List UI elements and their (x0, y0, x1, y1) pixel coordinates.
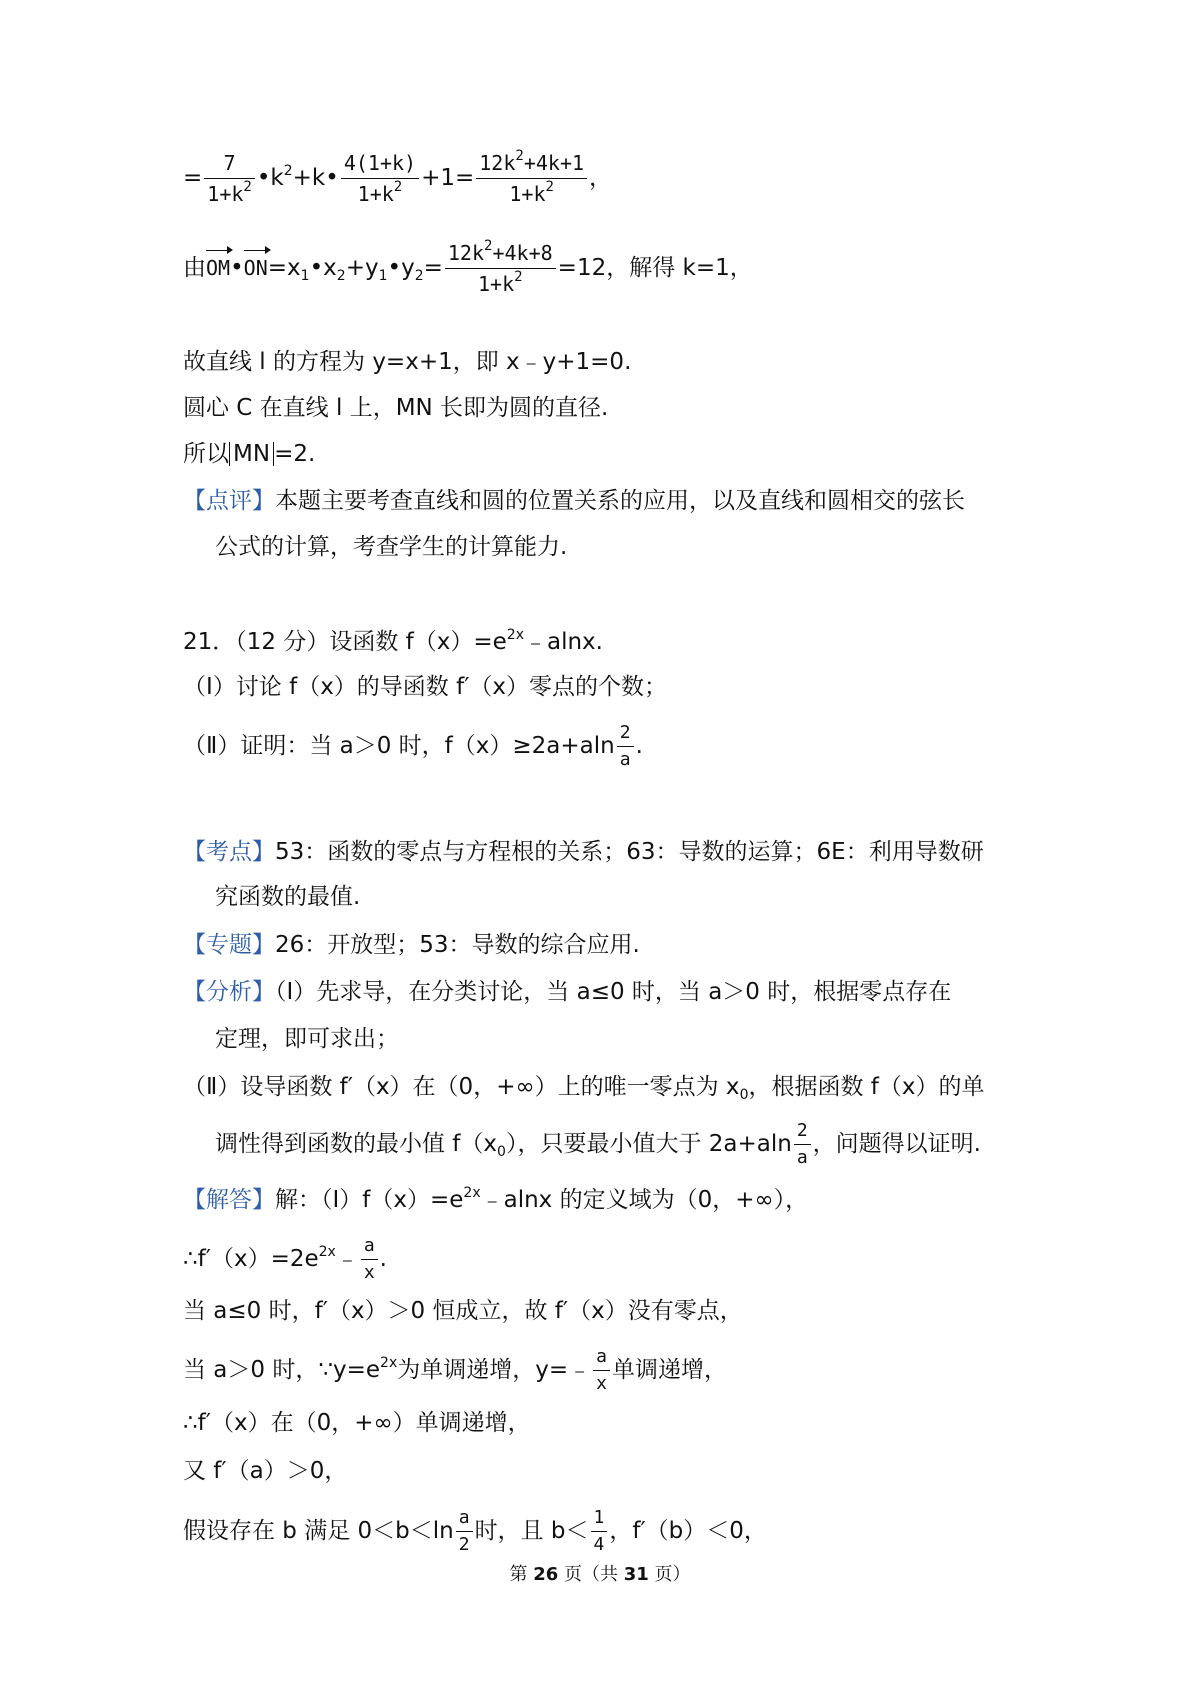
fenxi-line-1 (183, 977, 951, 1007)
equation-line-1 (183, 150, 612, 207)
text: ﹣ (335, 1246, 359, 1272)
subscript: 1 (300, 268, 310, 284)
fraction (794, 1120, 811, 1169)
fraction-numerator: 1 (593, 1507, 605, 1528)
exponent: 2 (545, 179, 554, 195)
text: ﹣alnx 的定义域为（0，+∞）， (480, 1187, 809, 1213)
fenxi-line-4 (215, 1120, 981, 1169)
fraction-denominator: a (796, 1147, 808, 1168)
text: ，根据函数 f（x）的单 (748, 1074, 985, 1100)
fraction-numerator: a (596, 1346, 607, 1367)
den-text: 1+k (357, 182, 394, 206)
eq-text: +k• (292, 165, 339, 191)
text: （Ⅱ）证明：当 a＞0 时，f（x）≥2a+aln (183, 733, 615, 759)
comment-text: 本题主要考查直线和圆的位置关系的应用，以及直线和圆相交的弦长 (275, 488, 965, 514)
equation-line-2 (183, 240, 753, 297)
vector-om: OM (206, 253, 230, 283)
question-21-part-1: （Ⅰ）讨论 f（x）的导函数 f′（x）零点的个数； (183, 674, 668, 700)
fraction-numerator: 4(1+k) (343, 151, 417, 175)
fraction-denominator: x (363, 1262, 375, 1283)
eq-text: +y (345, 255, 379, 281)
eq-text: ， (589, 165, 613, 191)
fraction (445, 240, 556, 297)
subscript: 2 (336, 268, 346, 284)
fenxi-line-2: 定理，即可求出； (215, 1026, 399, 1052)
fraction-denominator (204, 179, 255, 207)
jieda-line-7 (183, 1507, 767, 1556)
text: ，问题得以证明. (812, 1131, 981, 1157)
absolute-value: MN (229, 442, 274, 466)
text-line-mn-length (183, 439, 315, 469)
text-line-circle-center: 圆心 C 在直线 l 上，MN 长即为圆的直径. (183, 395, 609, 421)
page-total: 31 (623, 1564, 649, 1585)
text: 单调递增， (611, 1357, 727, 1383)
eq-text: = (423, 255, 443, 281)
jieda-line-3: 当 a≤0 时，f′（x）＞0 恒成立，故 f′（x）没有零点， (183, 1298, 743, 1324)
text: ），只要最小值大于 2a+aln (505, 1131, 792, 1157)
text: 时，且 b＜ (474, 1518, 589, 1544)
exponent: 2 (484, 238, 493, 254)
subscript: 0 (497, 1144, 506, 1160)
exponent: 2 (393, 179, 403, 195)
footer-text: 第 (509, 1564, 534, 1585)
text: ∴f′（x）=2e (183, 1246, 319, 1272)
fraction (204, 150, 255, 207)
text: （Ⅱ）设导函数 f′（x）在（0，+∞）上的唯一零点为 x (183, 1074, 740, 1100)
num-text: 12k (447, 241, 485, 265)
exponent: 2x (380, 1355, 398, 1371)
exponent: 2x (506, 627, 524, 643)
zhuanti-text: 26：开放型；53：导数的综合应用. (275, 932, 640, 958)
fraction-denominator: 4 (593, 1534, 605, 1555)
text: 为单调递增，y=﹣ (397, 1357, 592, 1383)
jieda-line-6: 又 f′（a）＞0， (183, 1458, 348, 1484)
footer-text: 页（共 (558, 1564, 624, 1585)
zhuanti-tag: 【专题】 (183, 932, 275, 958)
kaodian-tag: 【考点】 (183, 839, 275, 865)
fraction-denominator (475, 269, 526, 297)
subscript: 0 (739, 1087, 749, 1103)
text: 解：（Ⅰ）f（x）=e (275, 1187, 464, 1213)
jieda-line-4 (183, 1346, 727, 1395)
eq-text: =12，解得 k=1， (557, 255, 753, 281)
num-text: 12k (479, 151, 516, 175)
jieda-line-5: ∴f′（x）在（0，+∞）单调递增， (183, 1410, 531, 1436)
text: . (635, 733, 643, 759)
exponent: 2x (463, 1185, 481, 1201)
vector-on: ON (244, 253, 268, 283)
fenxi-line-3 (183, 1072, 985, 1102)
kaodian-line-1 (183, 837, 984, 867)
eq-text: • (230, 255, 244, 281)
fraction-denominator: x (596, 1373, 607, 1394)
text: 所以 (183, 441, 229, 467)
exponent: 2 (515, 148, 524, 164)
text: 当 a＞0 时，∵y=e (183, 1357, 381, 1383)
fenxi-tag: 【分析】 (183, 979, 275, 1005)
fraction (593, 1346, 610, 1395)
comment-line-2: 公式的计算，考查学生的计算能力. (215, 534, 568, 560)
fraction-denominator: a (619, 749, 631, 770)
subscript: 2 (414, 268, 424, 284)
eq-text: •k (256, 165, 284, 191)
subscript: 1 (378, 268, 388, 284)
fraction-denominator: 2 (458, 1534, 470, 1555)
text: =2. (274, 441, 316, 467)
fraction-numerator: 7 (223, 151, 236, 175)
question-21-part-2 (183, 722, 643, 771)
question-21-title (183, 627, 603, 657)
fraction-numerator: a (458, 1507, 470, 1528)
eq-text: = (183, 165, 203, 191)
fraction-denominator (506, 179, 557, 207)
fraction (617, 722, 634, 771)
fenxi-text: （Ⅰ）先求导，在分类讨论，当 a≤0 时，当 a＞0 时，根据零点存在 (275, 979, 952, 1005)
footer-text: 页） (648, 1564, 691, 1585)
exponent: 2 (514, 269, 523, 285)
comment-tag: 【点评】 (183, 488, 275, 514)
text: ，f′（b）＜0， (609, 1518, 767, 1544)
fraction-numerator: a (363, 1235, 375, 1256)
text: 调性得到函数的最小值 f（x (215, 1131, 498, 1157)
page-footer (0, 1560, 1200, 1586)
page-number: 26 (533, 1564, 559, 1585)
fraction-numerator: 2 (619, 722, 631, 743)
kaodian-text: 53：函数的零点与方程根的关系；63：导数的运算；6E：利用导数研 (275, 839, 984, 865)
zhuanti-line (183, 930, 640, 960)
fraction-numerator (476, 150, 587, 178)
fraction-denominator (355, 179, 406, 207)
text: ﹣alnx. (524, 629, 603, 655)
jieda-line-2 (183, 1235, 387, 1284)
num-text: +4k+8 (492, 241, 553, 265)
fraction-numerator: 2 (796, 1120, 808, 1141)
den-text: 1+k (509, 182, 546, 206)
den-text: 1+k (478, 272, 515, 296)
fraction (456, 1507, 473, 1556)
jieda-line-1 (183, 1185, 808, 1215)
eq-text: •y (387, 255, 415, 281)
eq-text: 由 (183, 255, 206, 281)
kaodian-line-2: 究函数的最值. (215, 884, 361, 910)
text: . (379, 1246, 387, 1272)
fraction-numerator (445, 240, 556, 268)
fraction (476, 150, 587, 207)
den-text: 1+k (207, 182, 244, 206)
num-text: +4k+1 (523, 151, 585, 175)
exponent: 2 (283, 163, 293, 179)
comment-line-1 (183, 486, 965, 516)
fraction (341, 150, 419, 207)
eq-text: +1= (421, 165, 475, 191)
text: 21．（12 分）设函数 f（x）=e (183, 629, 507, 655)
eq-text: •x (309, 255, 337, 281)
fraction (591, 1507, 608, 1556)
text: 假设存在 b 满足 0＜b＜ln (183, 1518, 454, 1544)
eq-text: =x (267, 255, 301, 281)
text-line-line-equation: 故直线 l 的方程为 y=x+1，即 x﹣y+1=0. (183, 349, 632, 375)
jieda-tag: 【解答】 (183, 1187, 275, 1213)
exponent: 2x (318, 1244, 336, 1260)
exponent: 2 (243, 179, 252, 195)
fraction (361, 1235, 378, 1284)
